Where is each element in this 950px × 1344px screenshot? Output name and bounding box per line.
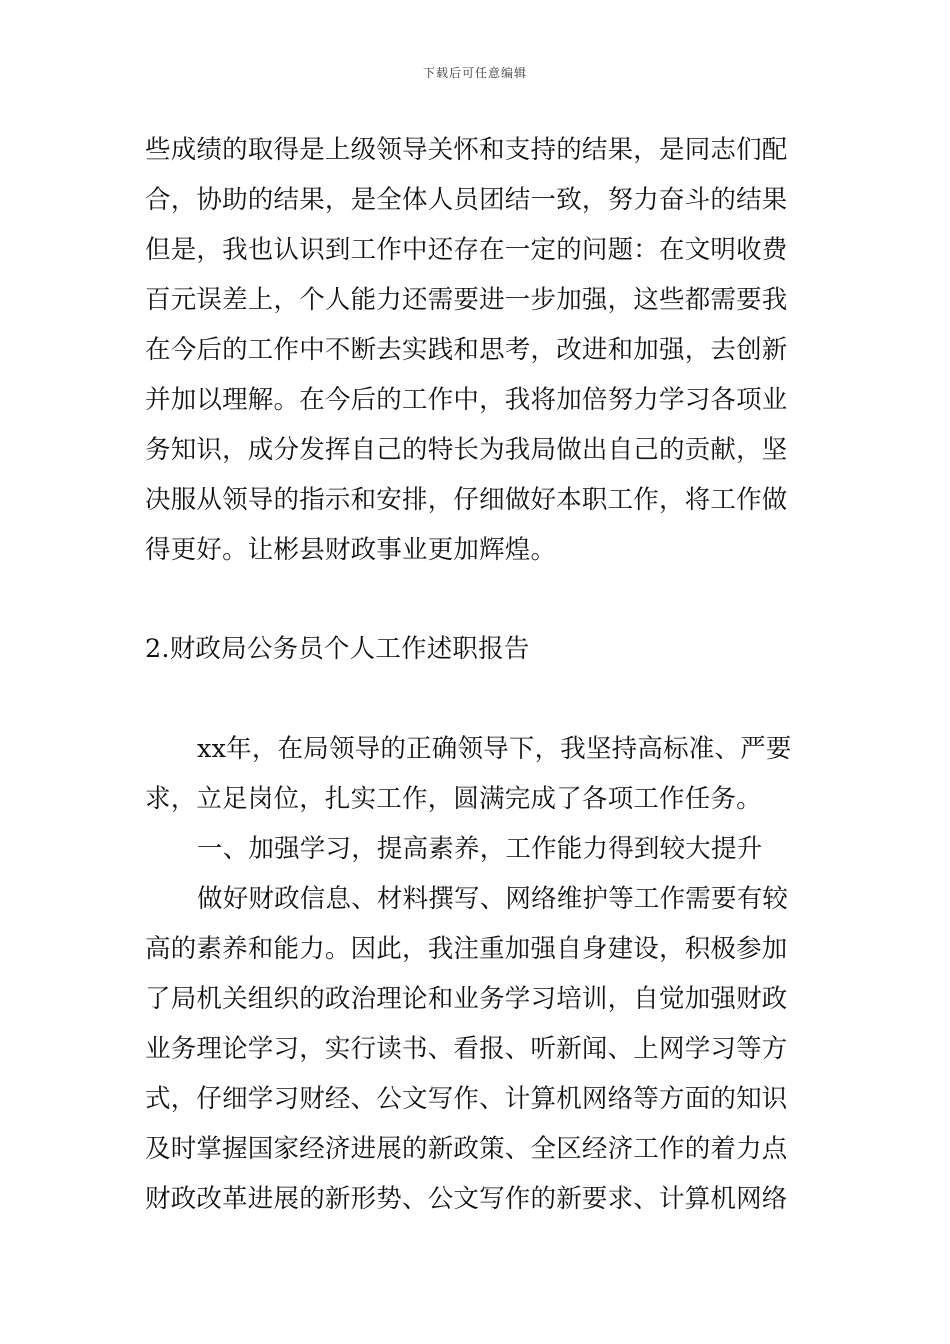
body-line: 在今后的工作中不断去实践和思考，改进和加强，去创新: [145, 335, 788, 365]
body-line: 得更好。让彬县财政事业更加辉煌。: [145, 535, 557, 565]
body-line: 高的素养和能力。因此，我注重加强自身建设，积极参加: [145, 934, 788, 964]
body-line: 了局机关组织的政治理论和业务学习培训，自觉加强财政: [145, 984, 788, 1014]
body-line: 务知识，成分发挥自己的特长为我局做出自己的贡献，坚: [145, 435, 788, 465]
body-line: 求，立足岗位，扎实工作，圆满完成了各项工作任务。: [145, 784, 762, 814]
body-line: 合，协助的结果，是全体人员团结一致，努力奋斗的结果: [145, 185, 788, 215]
body-line: 些成绩的取得是上级领导关怀和支持的结果，是同志们配: [145, 135, 788, 165]
body-line: 决服从领导的指示和安排，仔细做好本职工作，将工作做: [145, 485, 788, 515]
body-line: 但是，我也认识到工作中还存在一定的问题：在文明收费: [145, 235, 788, 265]
body-line: 财政改革进展的新形势、公文写作的新要求、计算机网络: [145, 1184, 788, 1214]
body-line: 业务理论学习，实行读书、看报、听新闻、上网学习等方: [145, 1034, 788, 1064]
body-line: 式，仔细学习财经、公文写作、计算机网络等方面的知识: [145, 1084, 788, 1114]
section-heading: 2.财政局公务员个人工作述职报告: [145, 634, 530, 664]
subsection-heading: 一、加强学习，提高素养，工作能力得到较大提升: [197, 834, 763, 864]
page-header-note: 下载后可任意编辑: [422, 66, 527, 80]
body-line: 做好财政信息、材料撰写、网络维护等工作需要有较: [197, 884, 789, 914]
body-line: xx年，在局领导的正确领导下，我坚持高标准、严要: [197, 734, 792, 764]
body-line: 及时掌握国家经济进展的新政策、全区经济工作的着力点: [145, 1134, 788, 1164]
body-line: 百元误差上，个人能力还需要进一步加强，这些都需要我: [145, 285, 788, 315]
body-line: 并加以理解。在今后的工作中，我将加倍努力学习各项业: [145, 385, 788, 415]
